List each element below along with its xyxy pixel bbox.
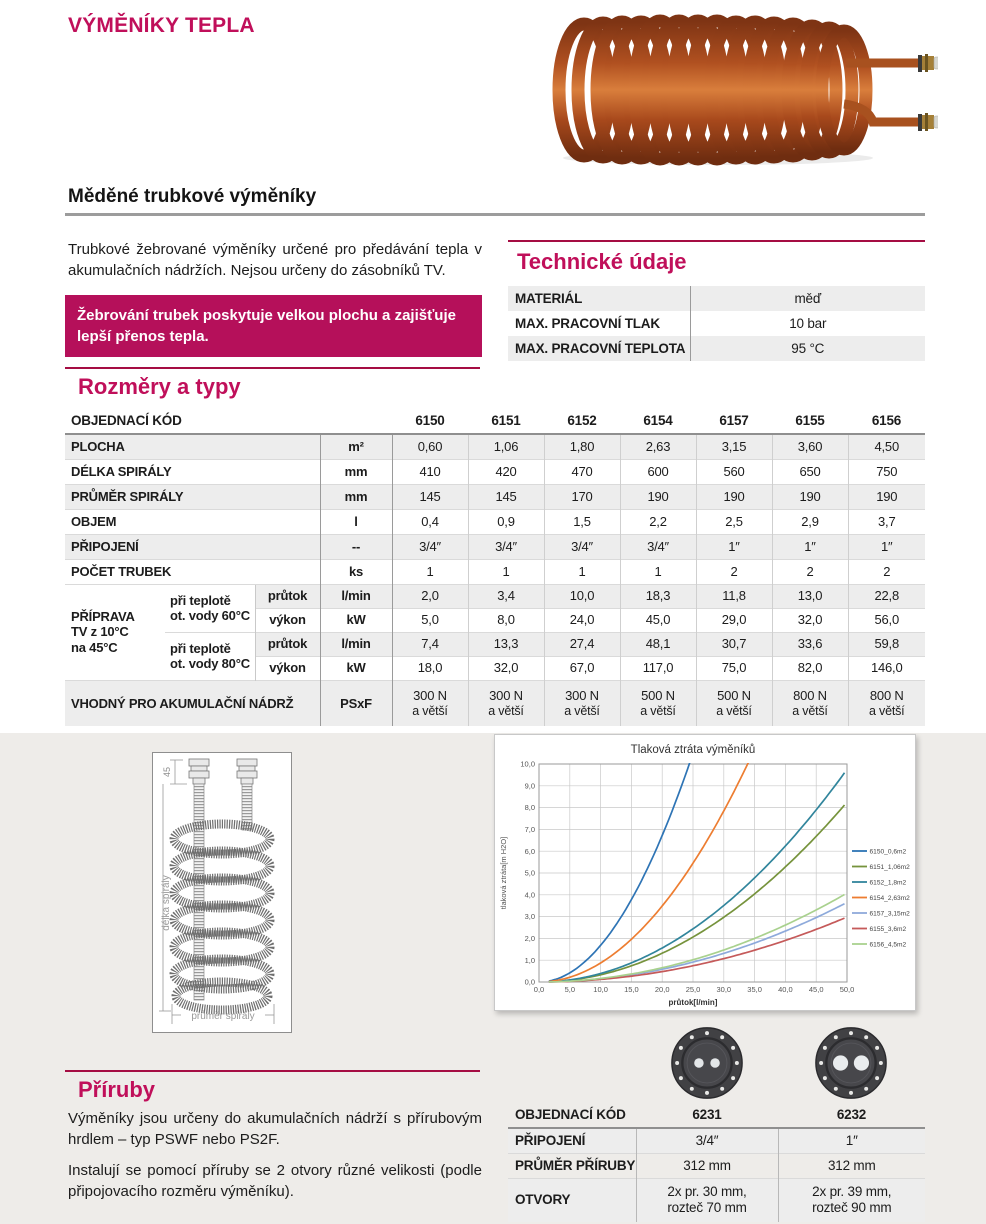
flange-value-line: 2x pr. 30 mm,: [667, 1184, 747, 1200]
page-title: VÝMĚNÍKY TEPLA: [68, 14, 255, 37]
row-value: 2: [848, 559, 925, 584]
row-value: 190: [772, 484, 848, 509]
priruby-paragraph-2: Instalují se pomocí příruby se 2 otvory různé velikosti (podle připojovacího rozměru výměníku).: [68, 1162, 482, 1201]
row-value: 1: [392, 559, 468, 584]
y-tick-label: 4,0: [524, 890, 535, 900]
series-line-6155_3,6m2: [549, 918, 845, 982]
flange-row-value: [778, 1178, 925, 1222]
y-tick-label: 0,0: [524, 977, 535, 987]
row-value: 0,4: [392, 509, 468, 534]
quantity-value: 5,0: [392, 608, 468, 632]
x-tick-label: 50,0: [839, 985, 855, 994]
vhodny-value: [468, 680, 544, 726]
quantity-value: 8,0: [468, 608, 544, 632]
quantity-value: 2,0: [392, 584, 468, 608]
legend-label: 6151_1,06m2: [869, 863, 910, 871]
legend-label: 6154_2,63m2: [869, 894, 910, 902]
quantity-value: 32,0: [468, 656, 544, 680]
flange-row-label: PRŮMĚR PŘÍRUBY: [508, 1153, 636, 1178]
row-value: 1: [468, 559, 544, 584]
row-value: 170: [544, 484, 620, 509]
fitting-top: [918, 54, 938, 72]
row-label: PRŮMĚR SPIRÁLY: [65, 484, 320, 509]
water-temp-label-line: při teplotě: [170, 640, 231, 656]
x-tick-label: 15,0: [624, 985, 639, 994]
row-unit: mm: [320, 459, 392, 484]
quantity-name: průtok: [255, 632, 320, 656]
dimensions-table: [65, 408, 925, 726]
flange-row-value: 312 mm: [636, 1153, 778, 1178]
highlight-box: Žebrování trubek poskytuje velkou plochu a zajišťuje lepší přenos tepla.: [65, 295, 482, 357]
spiral-drawing-svg: [153, 753, 290, 1031]
row-unit: ks: [320, 559, 392, 584]
quantity-value: 75,0: [696, 656, 772, 680]
x-tick-label: 25,0: [685, 985, 701, 994]
vhodny-value-line: 500 N: [717, 688, 751, 704]
y-tick-label: 9,0: [524, 781, 535, 791]
quantity-unit: kW: [320, 608, 392, 632]
quantity-value: 27,4: [544, 632, 620, 656]
row-value: 1,06: [468, 434, 544, 459]
water-temp-label-line: ot. vody 60°C: [170, 608, 250, 623]
row-value: 2,9: [772, 509, 848, 534]
quantity-value: 11,8: [696, 584, 772, 608]
vhodny-value-line: a větší: [716, 703, 752, 718]
coil-loops: [559, 21, 866, 159]
quantity-value: 56,0: [848, 608, 925, 632]
codes-label: OBJEDNACÍ KÓD: [65, 408, 320, 434]
vhodny-value-line: 300 N: [413, 688, 447, 704]
water-temp-label-line: ot. vody 80°C: [170, 656, 250, 671]
y-tick-label: 2,0: [524, 934, 535, 943]
vhodny-value: [696, 680, 772, 726]
flange-row-label: PŘIPOJENÍ: [508, 1128, 636, 1153]
water-temp-label: [165, 632, 255, 680]
quantity-value: 146,0: [848, 656, 925, 680]
vhodny-value-line: 800 N: [793, 688, 827, 704]
dim-45-label: 45: [162, 766, 172, 777]
tech-value: 95 °C: [690, 336, 925, 361]
row-value: 190: [848, 484, 925, 509]
y-tick-label: 1,0: [524, 955, 535, 965]
series-line-6151_1,06m2: [549, 805, 845, 982]
coil-turns: [174, 824, 270, 1010]
x-tick-label: 40,0: [778, 985, 793, 994]
quantity-value: 13,3: [468, 632, 544, 656]
row-value: 2,5: [696, 509, 772, 534]
vhodny-value: [620, 680, 696, 726]
dimension-row: [65, 484, 925, 509]
y-axis-title: tlaková ztráta[m H2O]: [499, 836, 508, 910]
vhodny-row: [65, 680, 925, 726]
vhodny-value-line: a větší: [792, 703, 828, 718]
legend-label: 6150_0,6m2: [869, 848, 907, 856]
row-value: 2,2: [620, 509, 696, 534]
tech-row: [508, 336, 925, 361]
row-unit: --: [320, 534, 392, 559]
row-label: OBJEM: [65, 509, 320, 534]
flange-code: 6232: [778, 1102, 925, 1128]
row-value: 3,7: [848, 509, 925, 534]
x-tick-label: 20,0: [654, 985, 670, 994]
flange-value-line: rozteč 90 mm: [812, 1200, 892, 1216]
x-tick-label: 5,0: [564, 985, 576, 994]
x-axis-title: průtok[l/min]: [668, 998, 718, 1007]
y-tick-label: 5,0: [524, 868, 535, 878]
flange-value-line: rozteč 70 mm: [667, 1200, 747, 1216]
unit-header: [320, 408, 392, 434]
intro-paragraph: Trubkové žebrované výměníky určené pro předávání tepla v akumulačních nádržích. Nejsou určeny do zásobníků TV.: [68, 241, 482, 280]
row-value: 1: [620, 559, 696, 584]
vhodny-value-line: 500 N: [641, 688, 675, 704]
row-value: 3,15: [696, 434, 772, 459]
vhodny-value: [544, 680, 620, 726]
center-hole: [710, 1058, 719, 1067]
row-value: 1″: [772, 534, 848, 559]
row-label: PLOCHA: [65, 434, 320, 459]
vhodny-value-line: a větší: [640, 703, 676, 718]
row-label: DÉLKA SPIRÁLY: [65, 459, 320, 484]
product-code: 6157: [696, 408, 772, 434]
quantity-name: výkon: [255, 608, 320, 632]
row-value: 420: [468, 459, 544, 484]
priprava-label-line: na 45°C: [71, 639, 118, 655]
spiral-drawing: [152, 752, 292, 1033]
priprava-label-line: TV z 10°C: [71, 624, 129, 640]
row-label: POČET TRUBEK: [65, 559, 320, 584]
section-divider: [65, 213, 925, 216]
product-code: 6154: [620, 408, 696, 434]
row-value: 3/4″: [392, 534, 468, 559]
flange-row: [508, 1128, 925, 1153]
dimensions-rule: [65, 367, 480, 369]
row-value: 1,5: [544, 509, 620, 534]
row-value: 0,9: [468, 509, 544, 534]
quantity-value: 29,0: [696, 608, 772, 632]
vhodny-value-line: 800 N: [869, 688, 904, 704]
series-line-6152_1,8m2: [549, 773, 845, 982]
legend-label: 6152_1,8m2: [869, 879, 907, 887]
row-value: 650: [772, 459, 848, 484]
y-tick-label: 7,0: [524, 825, 535, 834]
x-tick-label: 10,0: [593, 985, 608, 994]
product-image-copper-coil: [548, 8, 938, 168]
quantity-unit: kW: [320, 656, 392, 680]
tech-label: MATERIÁL: [515, 290, 583, 306]
codes-header-row: [65, 408, 925, 434]
vhodny-value-line: a větší: [412, 703, 448, 718]
flange-codes-label: OBJEDNACÍ KÓD: [508, 1102, 636, 1128]
dimensions-title: Rozměry a typy: [78, 374, 241, 399]
x-tick-label: 30,0: [716, 985, 732, 994]
quantity-value: 117,0: [620, 656, 696, 680]
pressure-loss-chart-svg: [495, 735, 915, 1010]
row-value: 410: [392, 459, 468, 484]
row-value: 3/4″: [544, 534, 620, 559]
product-code: 6156: [848, 408, 925, 434]
x-tick-label: 0,0: [533, 985, 545, 994]
quantity-value: 13,0: [772, 584, 848, 608]
row-value: 1: [544, 559, 620, 584]
quantity-value: 22,8: [848, 584, 925, 608]
tech-table: [508, 286, 925, 361]
dimension-row: [65, 434, 925, 459]
flange-codes-row: [508, 1102, 925, 1128]
product-code: 6155: [772, 408, 848, 434]
quantity-value: 30,7: [696, 632, 772, 656]
fittings: [189, 759, 257, 784]
row-value: 4,50: [848, 434, 925, 459]
tech-value: 10 bar: [690, 311, 925, 336]
quantity-value: 59,8: [848, 632, 925, 656]
center-hole: [833, 1055, 848, 1070]
fitting-bottom: [918, 113, 938, 131]
x-tick-label: 35,0: [747, 985, 762, 994]
dimension-row: [65, 559, 925, 584]
quantity-name: průtok: [255, 584, 320, 608]
row-unit: mm: [320, 484, 392, 509]
quantity-value: 33,6: [772, 632, 848, 656]
flange-row-label: OTVORY: [508, 1178, 636, 1222]
row-value: 0,60: [392, 434, 468, 459]
flange-row: [508, 1153, 925, 1178]
row-value: 145: [392, 484, 468, 509]
quantity-unit: l/min: [320, 632, 392, 656]
vhodny-label: VHODNÝ PRO AKUMULAČNÍ NÁDRŽ: [65, 680, 320, 726]
legend-label: 6157_3,15m2: [869, 910, 910, 918]
quantity-value: 3,4: [468, 584, 544, 608]
flange-row-value: [636, 1178, 778, 1222]
priprava-label-line: PŘÍPRAVA: [71, 609, 135, 624]
flange-6232-image: [814, 1026, 888, 1100]
flange-row-value: 312 mm: [778, 1153, 925, 1178]
dimension-row: [65, 459, 925, 484]
center-hole: [854, 1055, 869, 1070]
center-hole: [694, 1058, 703, 1067]
row-unit: m²: [320, 434, 392, 459]
product-code: 6150: [392, 408, 468, 434]
quantity-value: 18,0: [392, 656, 468, 680]
quantity-value: 7,4: [392, 632, 468, 656]
priruby-title: Příruby: [78, 1077, 156, 1102]
flange-code: 6231: [636, 1102, 778, 1128]
tech-value: měď: [690, 286, 925, 311]
vhodny-value-line: 300 N: [489, 688, 523, 704]
y-tick-label: 6,0: [524, 846, 535, 856]
row-label: PŘIPOJENÍ: [65, 534, 320, 559]
row-value: 1″: [696, 534, 772, 559]
tech-row: [508, 286, 925, 311]
flange-table: [508, 1102, 925, 1222]
tech-label: MAX. PRACOVNÍ TLAK: [515, 315, 660, 331]
quantity-value: 48,1: [620, 632, 696, 656]
quantity-unit: l/min: [320, 584, 392, 608]
tech-title: Technické údaje: [517, 249, 687, 274]
quantity-value: 18,3: [620, 584, 696, 608]
chart-title: Tlaková ztráta výměníků: [630, 744, 756, 756]
dimension-row: [65, 534, 925, 559]
flange-row-value: 3/4″: [636, 1128, 778, 1153]
row-value: 190: [620, 484, 696, 509]
priprava-row: [65, 584, 925, 608]
vhodny-unit: PSxF: [320, 680, 392, 726]
series-line-6157_3,15m2: [549, 904, 845, 982]
quantity-value: 32,0: [772, 608, 848, 632]
vhodny-value-line: a větší: [869, 703, 905, 718]
priprava-row: [65, 632, 925, 656]
vhodny-value: [392, 680, 468, 726]
row-value: 1″: [848, 534, 925, 559]
series-line-6154_2,63m2: [549, 754, 752, 981]
water-temp-label-line: při teplotě: [170, 592, 231, 608]
inlet-tube: [194, 784, 204, 1000]
vhodny-value-line: 300 N: [565, 688, 599, 704]
row-value: 470: [544, 459, 620, 484]
vhodny-value: [772, 680, 848, 726]
quantity-value: 10,0: [544, 584, 620, 608]
dimension-row: [65, 509, 925, 534]
flange-row-value: 1″: [778, 1128, 925, 1153]
legend-label: 6156_4,5m2: [869, 941, 907, 949]
legend-label: 6155_3,6m2: [869, 925, 907, 933]
priruby-paragraph-1: Výměníky jsou určeny do akumulačních nádrží s přírubovým hrdlem – typ PSWF nebo PS2F.: [68, 1110, 482, 1149]
row-value: 3/4″: [620, 534, 696, 559]
vhodny-value-line: a větší: [488, 703, 524, 718]
flange-6231-image: [670, 1026, 744, 1100]
water-temp-label: [165, 584, 255, 632]
tech-rule: [508, 240, 925, 242]
quantity-value: 45,0: [620, 608, 696, 632]
tech-row: [508, 311, 925, 336]
y-tick-label: 8,0: [524, 803, 535, 813]
row-value: 1,80: [544, 434, 620, 459]
product-code: 6152: [544, 408, 620, 434]
row-value: 2,63: [620, 434, 696, 459]
row-value: 560: [696, 459, 772, 484]
row-value: 190: [696, 484, 772, 509]
flange-row: [508, 1178, 925, 1222]
flange-value-line: 2x pr. 39 mm,: [812, 1184, 892, 1200]
row-value: 750: [848, 459, 925, 484]
section-title-medene: Měděné trubkové výměníky: [68, 186, 317, 207]
row-value: 145: [468, 484, 544, 509]
dim-length-label: délka spirály: [161, 875, 172, 931]
priruby-rule: [65, 1070, 480, 1072]
y-tick-label: 3,0: [524, 912, 535, 922]
row-value: 3/4″: [468, 534, 544, 559]
priprava-label: [65, 584, 165, 680]
quantity-name: výkon: [255, 656, 320, 680]
tech-label: MAX. PRACOVNÍ TEPLOTA: [515, 340, 686, 356]
row-value: 600: [620, 459, 696, 484]
quantity-value: 24,0: [544, 608, 620, 632]
pressure-loss-chart: [494, 734, 916, 1011]
quantity-value: 82,0: [772, 656, 848, 680]
row-value: 2: [696, 559, 772, 584]
y-tick-label: 10,0: [520, 759, 535, 769]
row-unit: l: [320, 509, 392, 534]
row-value: 2: [772, 559, 848, 584]
vhodny-value: [848, 680, 925, 726]
product-code: 6151: [468, 408, 544, 434]
quantity-value: 67,0: [544, 656, 620, 680]
vhodny-value-line: a větší: [564, 703, 600, 718]
row-value: 3,60: [772, 434, 848, 459]
dim-diameter-label: průměr spirály: [191, 1011, 255, 1022]
x-tick-label: 45,0: [808, 985, 824, 994]
